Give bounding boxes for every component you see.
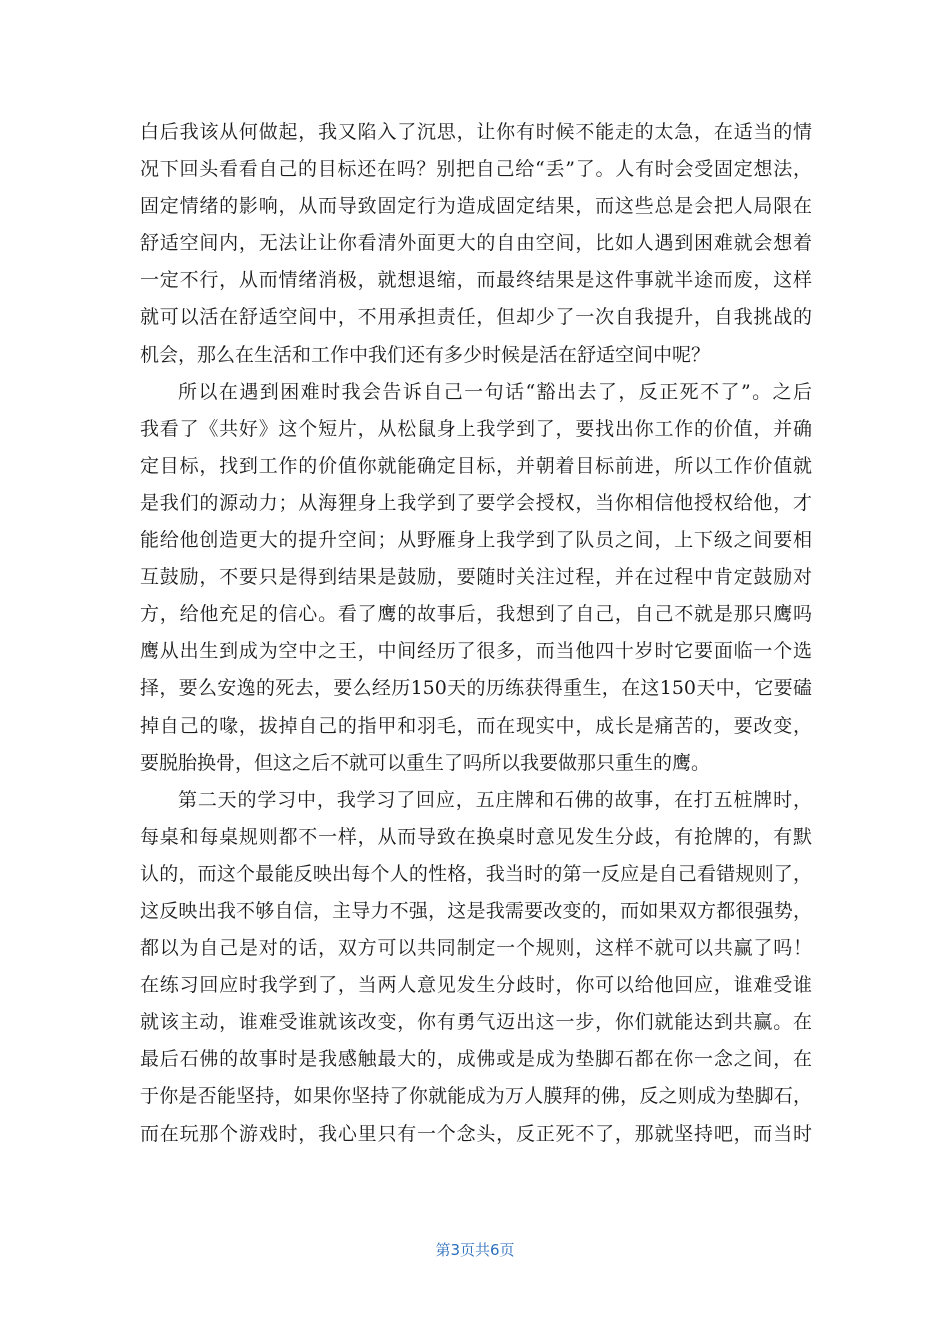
text-line: 方，给他充足的信心。看了鹰的故事后，我想到了自己，自己不就是那只鹰吗 xyxy=(140,603,812,626)
text-line: 要脱胎换骨，但这之后不就可以重生了吗所以我要做那只重生的鹰。 xyxy=(140,751,711,774)
text-line: 这反映出我不够自信，主导力不强，这是我需要改变的，而如果双方都很强势， xyxy=(140,899,812,922)
page-number: 第3页共6页 xyxy=(435,1241,515,1259)
text-line: 最后石佛的故事时是我感触最大的，成佛或是成为垫脚石都在你一念之间，在 xyxy=(140,1048,812,1071)
text-line: 是我们的源动力；从海狸身上我学到了要学会授权，当你相信他授权给他，才 xyxy=(140,491,812,514)
text-line: 就该主动，谁难受谁就该改变，你有勇气迈出这一步，你们就能达到共赢。在 xyxy=(140,1011,812,1034)
text-line: 掉自己的喙，拔掉自己的指甲和羽毛，而在现实中，成长是痛苦的，要改变， xyxy=(140,714,812,737)
text-line: 第二天的学习中，我学习了回应，五庄牌和石佛的故事，在打五桩牌时， xyxy=(178,788,812,811)
text-line: 择，要么安逸的死去，要么经历150天的历练获得重生，在这150天中，它要磕 xyxy=(140,677,812,700)
text-line: 我看了《共好》这个短片，从松鼠身上我学到了，要找出你工作的价值，并确 xyxy=(140,417,812,440)
text-line: 舒适空间内，无法让让你看清外面更大的自由空间，比如人遇到困难就会想着 xyxy=(140,232,812,255)
text-line: 于你是否能坚持，如果你坚持了你就能成为万人膜拜的佛，反之则成为垫脚石， xyxy=(140,1085,812,1108)
text-line: 都以为自己是对的话，双方可以共同制定一个规则，这样不就可以共赢了吗！ xyxy=(140,937,812,960)
text-line: 能给他创造更大的提升空间；从野雁身上我学到了队员之间，上下级之间要相 xyxy=(140,529,812,552)
text-line: 一定不行，从而情绪消极，就想退缩，而最终结果是这件事就半途而废，这样 xyxy=(140,269,812,292)
text-line: 白后我该从何做起，我又陷入了沉思，让你有时候不能走的太急，在适当的情 xyxy=(140,121,812,143)
text-line: 固定情绪的影响，从而导致固定行为造成固定结果，而这些总是会把人局限在 xyxy=(140,195,812,218)
text-line: 况下回头看看自己的目标还在吗？别把自己给“丢”了。人有时会受固定想法， xyxy=(140,158,812,181)
text-line: 就可以活在舒适空间中，不用承担责任，但却少了一次自我提升，自我挑战的 xyxy=(140,306,812,329)
text-line: 鹰从出生到成为空中之王，中间经历了很多，而当他四十岁时它要面临一个选 xyxy=(140,640,812,663)
document-body xyxy=(140,114,812,1153)
text-line: 认的，而这个最能反映出每个人的性格，我当时的第一反应是自己看错规则了， xyxy=(140,862,812,885)
text-line: 而在玩那个游戏时，我心里只有一个念头，反正死不了，那就坚持吧，而当时 xyxy=(140,1122,812,1145)
text-line: 机会，那么在生活和工作中我们还有多少时候是活在舒适空间中呢？ xyxy=(140,343,711,366)
text-line: 每桌和每桌规则都不一样，从而导致在换桌时意见发生分歧，有抢牌的，有默 xyxy=(140,825,812,848)
text-line: 所以在遇到困难时我会告诉自己一句话“豁出去了，反正死不了”。之后 xyxy=(178,380,812,403)
text-line: 在练习回应时我学到了，当两人意见发生分歧时，你可以给他回应，谁难受谁 xyxy=(140,974,812,997)
text-line: 定目标，找到工作的价值你就能确定目标，并朝着目标前进，所以工作价值就 xyxy=(140,454,812,477)
text-line: 互鼓励，不要只是得到结果是鼓励，要随时关注过程，并在过程中肯定鼓励对 xyxy=(140,566,812,589)
